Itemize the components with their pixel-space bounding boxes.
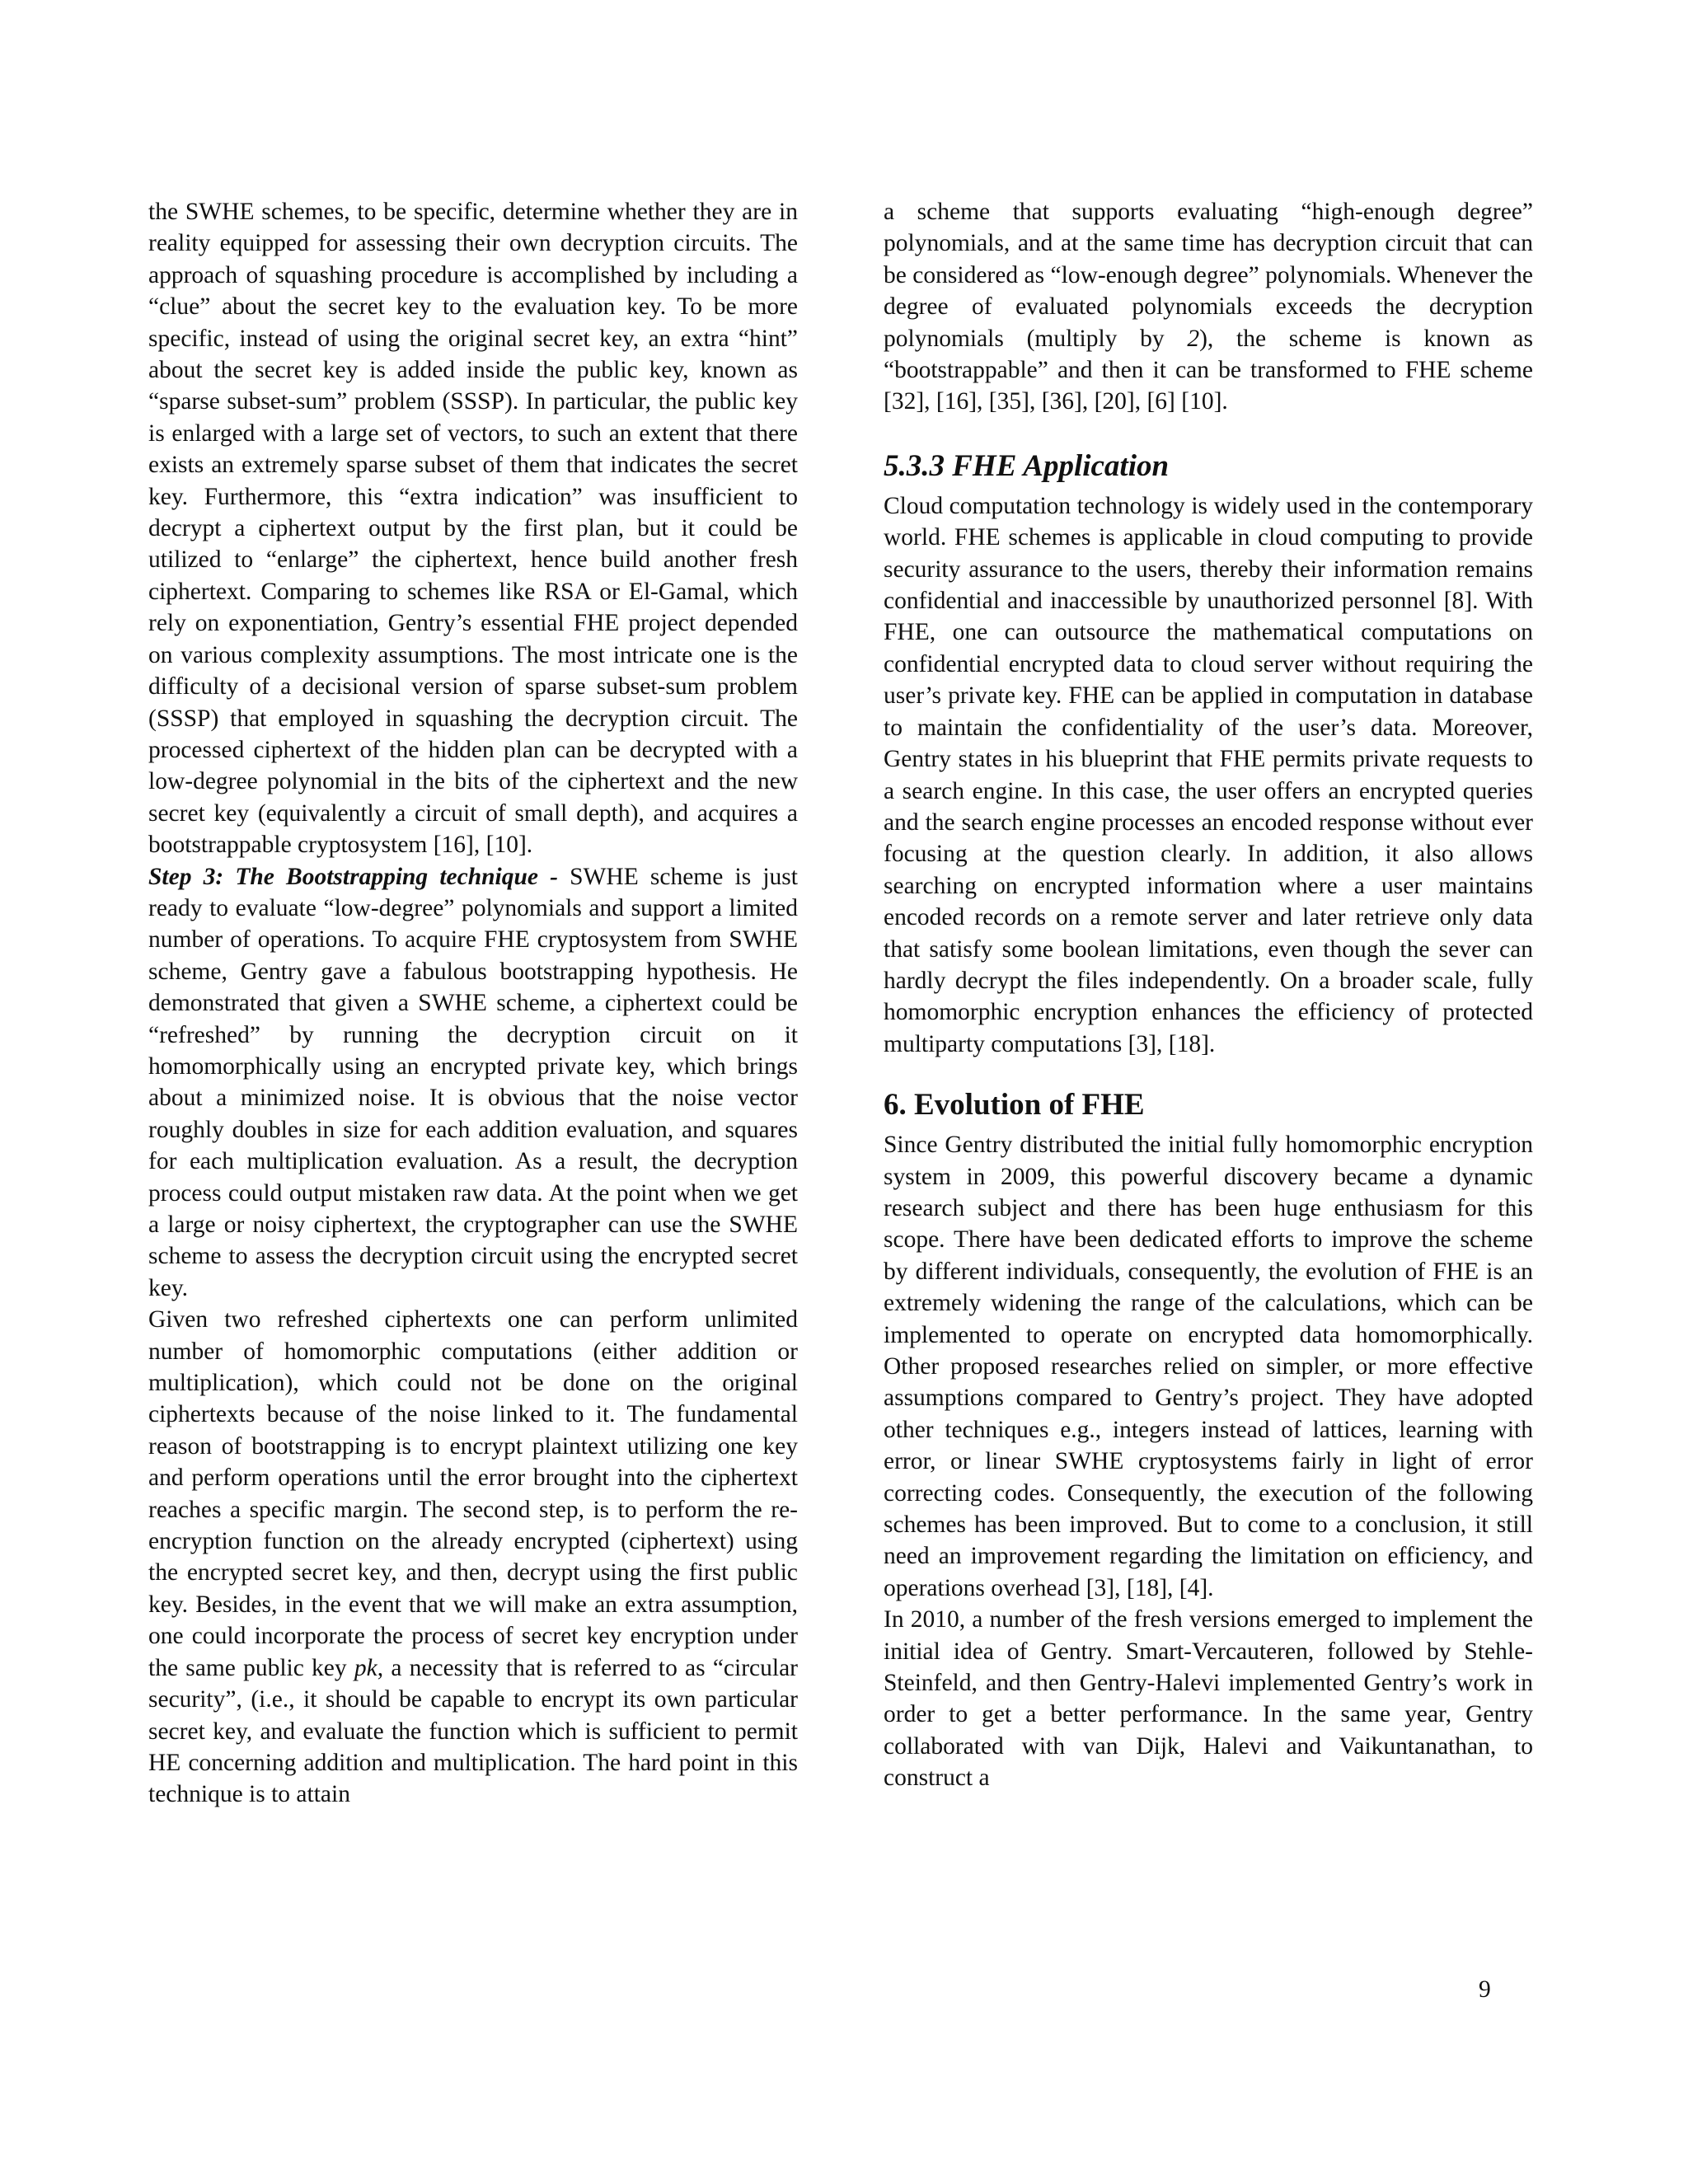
paragraph-squashing: the SWHE schemes, to be specific, determine whether they are in reality equipped for assessing their own decryption circuits. The approach of squashing procedure is accomplished by including a “clue” about the secret key to the evaluation key. To be more specific, instead of using the original secret key, an extra “hint” about the secret key is added inside the public key, known as “sparse subset-sum” problem (SSSP). In particular, the public key is enlarged with a large set of vectors, to such an extent that there exists an extremely sparse subset of them that indicates the secret key. Furthermore, this “extra indication” was insufficient to decrypt a ciphertext output by the first plan, but it could be utilized to “enlarge” the ciphertext, hence build another fresh ciphertext. Comparing to schemes like RSA or El-Gamal, which rely on exponentiation, Gentry’s essential FHE project depended on various complexity assumptions. The most intricate one is the difficulty of a decisional version of sparse subset-sum problem (SSSP) that employed in squashing the decryption circuit. The processed ciphertext of the hidden plan can be decrypted with a low-degree polynomial in the bits of the ciphertext and the new secret key (equivalently a circuit of small depth), and acquires a bootstrappable cryptosystem [16], [10]. [148,199,798,859]
paragraph-fhe-application: Cloud computation technology is widely used in the contemporary world. FHE schemes is applicable in cloud computing to provide security assurance to the users, thereby their information remains confidential and inaccessible by unauthorized personnel [8]. With FHE, one can outsource the mathematical computations on confidential encrypted data to cloud server without requiring the user’s private key. FHE can be applied in computation in database to maintain the confidentiality of the user’s data. Moreover, Gentry states in his blueprint that FHE permits private requests to a search engine. In this case, the user offers an encrypted queries and the search engine processes an encoded response without ever focusing at the question clearly. In addition, it also allows searching on encrypted information where a user maintains encoded records on a remote server and later retrieve only data that satisfy some boolean limitations, even though the sever can hardly decrypt the files independently. On a broader scale, fully homomorphic encryption enhances the efficiency of protected multiparty computations [3], [18]. [884,492,1533,1057]
left-column [148,196,798,1811]
section-heading-fhe-application: 5.3.3 FHE Application [884,448,1170,483]
paragraph-evolution: Since Gentry distributed the initial fully homomorphic encryption system in 2009, this powerful discovery became a dynamic research subject and there has been huge enthusiasm for this scope. There have been dedicated efforts to improve the scheme by different individuals, consequently, the evolution of FHE is an extremely widening the range of the calculations, which can be implemented to operate on encrypted data homomorphically. Other proposed researches relied on simpler, or more effective assumptions compared to Gentry’s project. They have adopted other techniques e.g., integers instead of lattices, learning with error, or linear SWHE cryptosystems fairly in light of error correcting codes. Consequently, the execution of the following schemes has been improved. But to come to a conclusion, it still need an improvement regarding the limitation on efficiency, and operations overhead [3], [18], [4]. [884,1132,1533,1601]
right-column [884,196,1533,1794]
pk-symbol: pk [354,1654,377,1681]
step3-label: Step 3: The Bootstrapping technique - [148,863,558,890]
step3-text: SWHE scheme is just ready to evaluate “low-degree” polynomials and support a limited number of operations. To acquire FHE cryptosystem from SWHE scheme, Gentry gave a fabulous bootstrapping hypothesis. He demonstrated that given a SWHE scheme, a ciphertext could be “refreshed” by running the decryption circuit on it homomorphically using an encrypted private key, which brings about a minimized noise. It is obvious that the noise vector roughly doubles in size for each addition evaluation, and squares for each multiplication evaluation. As a result, the decryption process could output mistaken raw data. At the point when we get a large or noisy ciphertext, the cryptographer can use the SWHE scheme to assess the decryption circuit using the encrypted secret key. [148,863,798,1301]
paragraph-bootstrappable: a scheme that supports evaluating “high-enough degree” polynomials, and at the same time has decryption circuit that can be considered as “low-enough degree” polynomials. Whenever the degree of evaluated polynomials exceeds the decryption polynomials (multiply by 2), the scheme is known as “bootstrappable” and then it can be transformed to FHE scheme [32], [16], [35], [36], [20], [6] [10]. [884,199,1534,415]
multiplier-two: 2 [1187,325,1200,352]
page-number: 9 [1479,1976,1491,2003]
paragraph-bootstrapping-step3 [148,861,798,1305]
paragraph-2010-versions: In 2010, a number of the fresh versions emerged to implement the initial idea of Gentry. Smart-Vercauteren, followed by Stehle-Steinfeld, and then Gentry-Halevi implemented Gentry’s work in order to get a better performance. In the same year, Gentry collaborated with van Dijk, Halevi and Vaikuntanathan, to construct a [884,1606,1533,1792]
paragraph-refreshed-ciphertexts: Given two refreshed ciphertexts one can perform unlimited number of homomorphic computations (either addition or multiplication), which could not be done on the original ciphertexts because of the noise linked to it. The fundamental reason of bootstrapping is to encrypt plaintext utilizing one key and perform operations until the error brought into the ciphertext reaches a specific margin. The second step, is to perform the re-encryption function on the already encrypted (ciphertext) using the encrypted secret key, and then, decrypt using the first public key. Besides, in the event that we will make an extra assumption, one could incorporate the process of secret key encryption under the same public key pk, a necessity that is referred to as “circular security”, (i.e., it should be capable to encrypt its own particular secret key, and evaluate the function which is sufficient to permit HE concerning addition and multiplication. The hard point in this technique is to attain [148,1306,799,1808]
section-heading-evolution-of-fhe: 6. Evolution of FHE [884,1088,1145,1122]
